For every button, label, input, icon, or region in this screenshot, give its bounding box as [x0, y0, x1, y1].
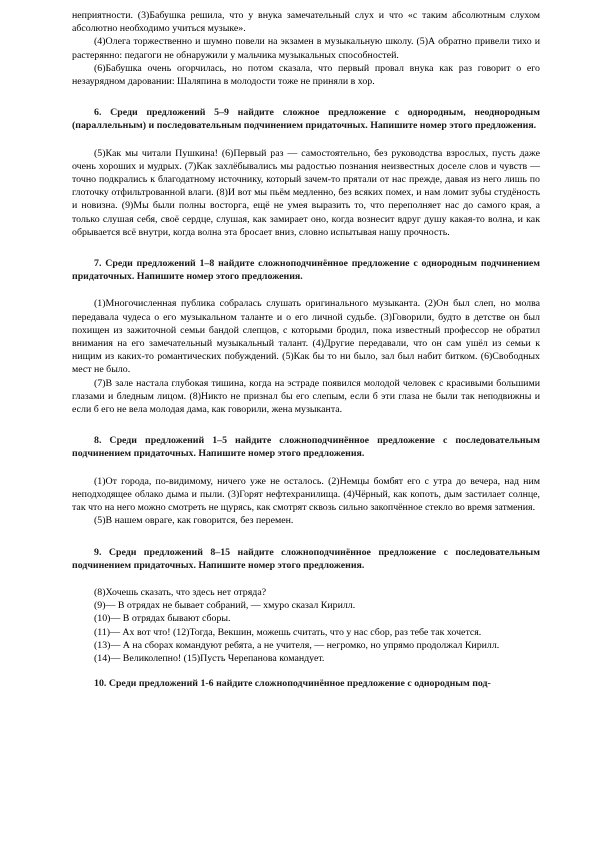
task-10-question: 10. Среди предложений 1-6 найдите сложноподчинённое предложение с однородным под-: [94, 678, 491, 690]
dialogue-line: (14)— Великолепно! (15)Пусть Черепанова командует.: [94, 652, 325, 664]
dialogue-line: (9)— В отрядах не бывает собраний, — хмуро сказал Кирилл.: [94, 600, 356, 612]
document-page: [72, 0, 540, 690]
dialogue-line: (13)— А на сборах командуют ребята, а не учителя, — негромко, но упрямо продолжал Кирилл.: [94, 639, 500, 651]
task-7-question: 7. Среди предложений 1–8 найдите сложноподчинённое предложение с однородным подчинением придаточных. Напишите номер этого предложения.: [72, 258, 540, 283]
dialogue-line: (8)Хочешь сказать, что здесь нет отряда?: [94, 586, 267, 598]
dialogue-line: (11)— Ах вот что! (12)Тогда, Векшин, можешь считать, что у нас сбор, раз тебе так хочется.: [94, 626, 482, 638]
task-7-paragraph-2: (7)В зале настала глубокая тишина, когда на эстраде появился молодой человек с красивыми большими глазами и бледным лицом. (8)Никто не признал бы его слепым, если б эти глаза не были так неподвижны и если б его не вела молодая дама, как говорили, жена музыканта.: [72, 377, 540, 416]
task-8-question: 8. Среди предложений 1–5 найдите сложноподчинённое предложение с последовательным подчинением придаточных. Напишите номер этого предложения.: [72, 435, 540, 460]
task-6-question: 6. Среди предложений 5–9 найдите сложное предложение с однородным, неоднородным (параллельным) и последовательным подчинением придаточных. Напишите номер этого предложения.: [72, 107, 540, 132]
dialogue-line: (10)— В отрядах бывают сборы.: [94, 613, 231, 625]
top-paragraph-1: неприятности. (3)Бабушка решила, что у внука замечательный слух и что «с таким абсолютным слухом абсолютно необходимо учиться музыке».: [72, 10, 540, 35]
task-9-question: 9. Среди предложений 8–15 найдите сложноподчинённое предложение с последовательным подчинением придаточных. Напишите номер этого предложения.: [72, 546, 540, 571]
top-paragraph-2: (4)Олега торжественно и шумно повели на экзамен в музыкальную школу. (5)А обратно привели тихо и растерянно: педагоги не обнаружили у мальчика музыкальных способностей.: [72, 36, 540, 61]
top-paragraph-3: (6)Бабушка очень огорчилась, но потом сказала, что первый провал внука как раз говорит о его незаурядном даровании: Шаляпина в молодости тоже не приняли в хор.: [72, 62, 540, 88]
task-7-paragraph-1: (1)Многочисленная публика собралась слушать оригинального музыканта. (2)Он был слеп, но молва передавала чудеса о его музыкальном таланте и о его личной судьбе. (3)Говорили, будто в детстве он был похищен из зажиточной семьи бандой слепцов, с которыми бродил, пока известный профессор не обратил внимания на его замечательный музыкальный талант. (4)Другие передавали, что он сам ушёл из семьи к нищим из каких-то романтических побуждений. (5)Как бы то ни было, зал был набит битком. (6)Свободных мест не было.: [72, 298, 540, 376]
task-6-text: (5)Как мы читали Пушкина! (6)Первый раз — самостоятельно, без руководства взрослых, пусть даже очень хороших и мудрых. (7)Как захлёбывались мы радостью познания неизвестных доселе слов и чувств — точно подкрались к благодатному источнику, который зачем-то прятали от нас прежде, давая из него лишь по глоточку отфильтрованной влаги. (8)И вот мы пьём медленно, без всяких помех, и нам ломит зубы студёность и новизна. (9)Мы были полны восторга, ещё не умея выразить то, что переполняет нас до самого края, а только слушая себя, своё сердце, слушая, как замирает оно, когда вознесит вдруг душу какая-то волна, и как обрывается всё внутри, когда волна эта бросает вниз, словно испытывая нашу прочность.: [72, 147, 540, 238]
task-8-paragraph-2: (5)В нашем овраге, как говорится, без перемен.: [94, 515, 294, 527]
task-8-paragraph-1: (1)От города, по-видимому, ничего уже не осталось. (2)Немцы бомбят его с утра до вечера, над ним неподходящее облако дыма и пыли. (3)Горят нефтехранилища. (4)Чёрный, как копоть, дым застилает солнце, так что на него можно смотреть не щурясь, как смотрят сквозь сильно закопчённое стекло во время затмения.: [72, 475, 540, 514]
